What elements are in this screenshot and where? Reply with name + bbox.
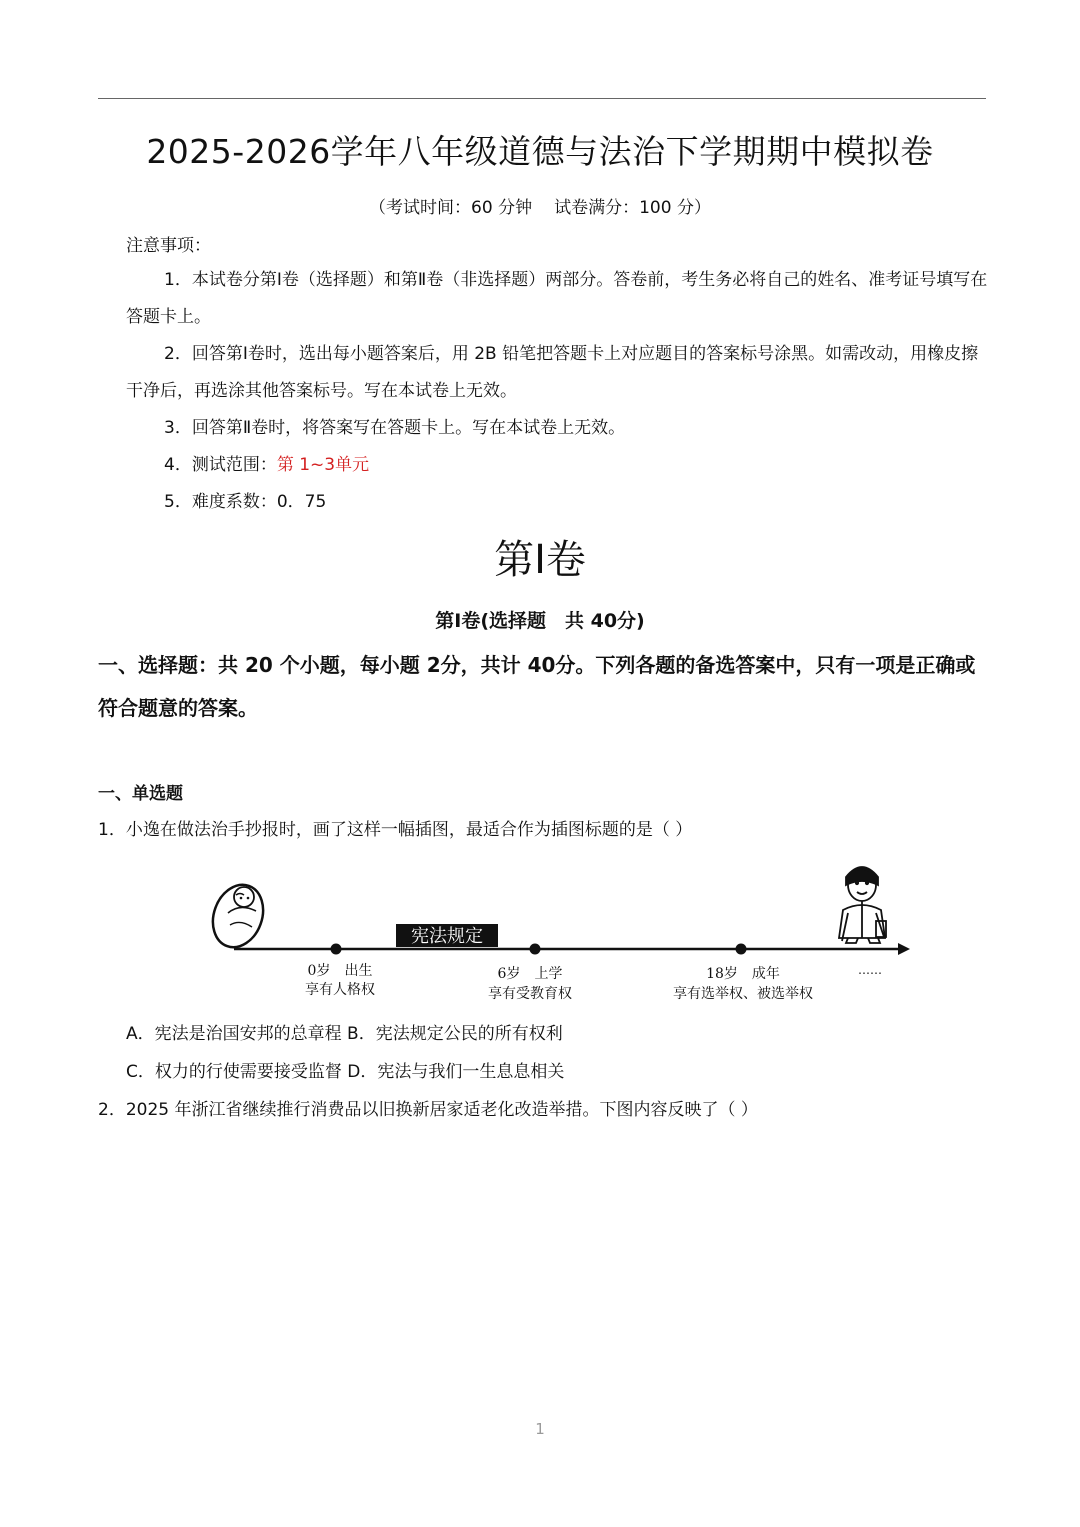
volume-subtitle: 第Ⅰ卷(选择题 共 40分) — [435, 610, 645, 632]
exam-time: （考试时间：60 分钟 — [369, 198, 533, 218]
exam-title: 2025-2026学年八年级道德与法治下学期期中模拟卷 — [146, 132, 934, 171]
notes-heading: 注意事项： — [126, 236, 211, 256]
point-3-age: 18岁 成年 — [706, 966, 780, 982]
point-2-age: 6岁 上学 — [497, 966, 563, 982]
timeline-point-school — [530, 944, 541, 955]
point-2-right: 享有受教育权 — [488, 986, 572, 1002]
question-1-figure — [200, 855, 920, 1010]
page-number: 1 — [535, 1420, 545, 1438]
banner-label: 宪法规定 — [411, 926, 483, 947]
note-item-2: 2．回答第Ⅰ卷时，选出每小题答案后，用 2B 铅笔把答题卡上对应题目的答案标号涂黑。如需改动，用橡皮擦干净后，再选涂其他答案标号。写在本试卷上无效。 — [126, 344, 979, 401]
note-item-4-label: 4．测试范围： — [164, 455, 277, 475]
adult-man-icon — [839, 867, 886, 943]
top-rule — [98, 98, 986, 99]
note-item-3: 3．回答第Ⅱ卷时，将答案写在答题卡上。写在本试卷上无效。 — [164, 418, 626, 438]
single-choice-heading: 一、单选题 — [98, 784, 183, 804]
point-3-right: 享有选举权、被选举权 — [673, 986, 813, 1002]
note-item-4 — [126, 447, 988, 484]
exam-score: 试卷满分：100 分） — [554, 198, 711, 218]
timeline-point-adult — [736, 944, 747, 955]
baby-icon — [205, 878, 272, 955]
question-2-stem: 2．2025 年浙江省继续推行消费品以旧换新居家适老化改造举措。下图内容反映了（ ） — [98, 1100, 758, 1120]
note-item-5: 5．难度系数：0．75 — [164, 492, 327, 512]
point-1-right: 享有人格权 — [305, 982, 375, 998]
section-instruction: 一、选择题：共 20 个小题，每小题 2分，共计 40分。下列各题的备选答案中，只有一项是正确或符合题意的答案。 — [98, 653, 976, 720]
question-1-stem: 1．小逸在做法治手抄报时，画了这样一幅插图，最适合作为插图标题的是（ ） — [98, 820, 693, 840]
question-1-options-row-1: A．宪法是治国安邦的总章程 B．宪法规定公民的所有权利 — [126, 1024, 563, 1044]
timeline-point-birth — [331, 944, 342, 955]
test-scope-value: 第 1~3单元 — [276, 455, 370, 475]
point-1-age: 0岁 出生 — [307, 963, 373, 979]
volume-title: 第Ⅰ卷 — [494, 537, 586, 583]
note-item-1: 1．本试卷分第Ⅰ卷（选择题）和第Ⅱ卷（非选择题）两部分。答卷前，考生务必将自己的姓名、准考证号填写在答题卡上。 — [126, 270, 988, 327]
exam-info — [0, 193, 1080, 218]
question-1-options-row-2: C．权力的行使需要接受监督 D．宪法与我们一生息息相关 — [126, 1062, 565, 1082]
timeline-ellipsis: …… — [858, 963, 882, 977]
timeline-arrow — [898, 943, 910, 955]
